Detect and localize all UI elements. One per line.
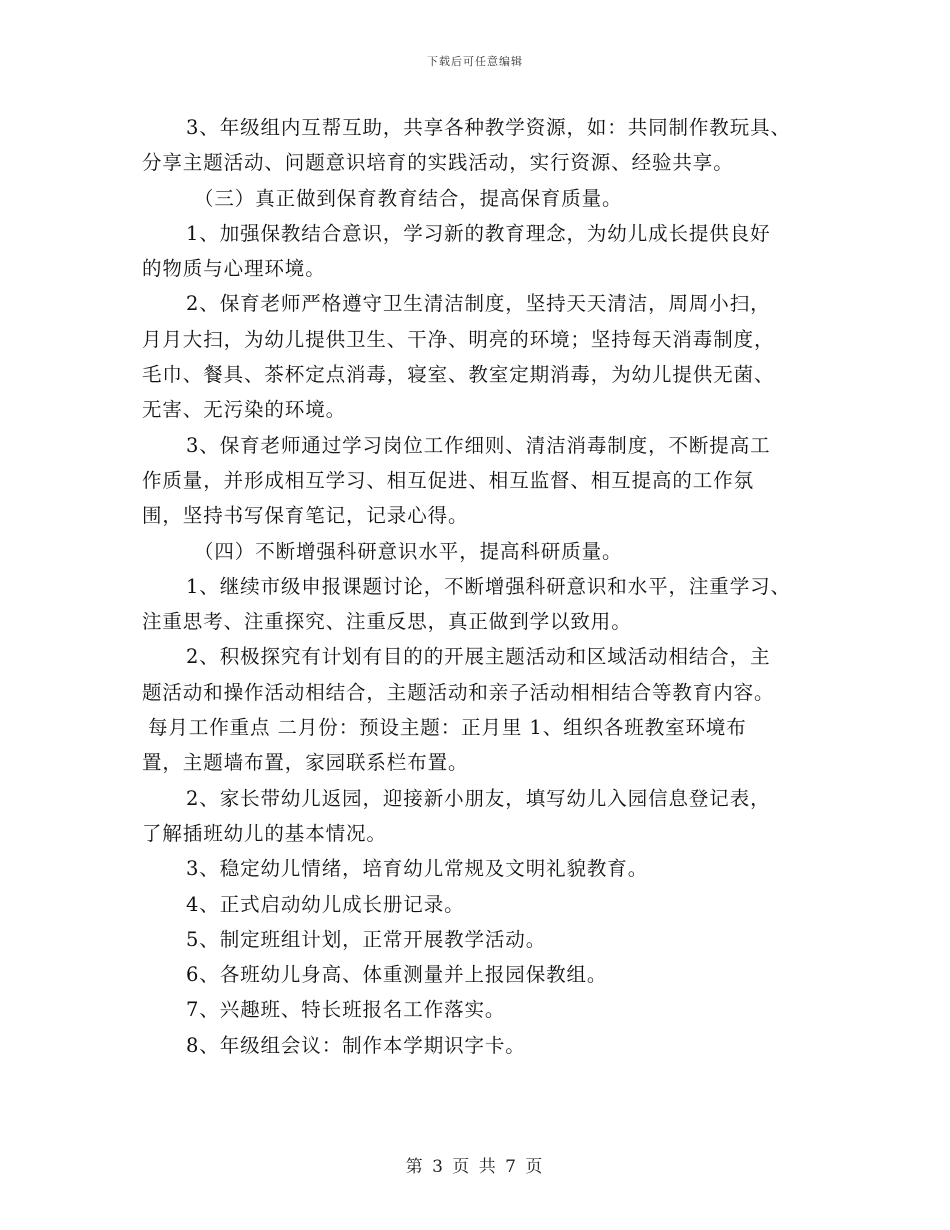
text-line: 3、稳定幼儿情绪，培育幼儿常规及文明礼貌教育。 [186, 857, 649, 881]
text-line: 毛巾、餐具、茶杯定点消毒，寝室、教室定期消毒，为幼儿提供无菌、 [142, 363, 775, 387]
page-header-note: 下载后可任意编辑 [427, 55, 523, 68]
text-line: 围，坚持书写保育笔记，记录心得。 [142, 504, 469, 528]
text-line: 6、各班幼儿身高、体重测量并上报园保教组。 [186, 963, 608, 987]
text-line: 1、继续市级申报课题讨论，不断增强科研意识和水平，注重学习、 [186, 574, 791, 598]
text-line: 7、兴趣班、特长班报名工作落实。 [186, 998, 506, 1022]
document-body [142, 110, 812, 1063]
text-line: 4、正式启动幼儿成长册记录。 [186, 892, 465, 916]
section-heading: （四）不断增强科研意识水平，提高科研质量。 [194, 539, 623, 563]
text-line: 置，主题墙布置，家园联系栏布置。 [142, 751, 469, 775]
text-line: 的物质与心理环境。 [142, 257, 326, 281]
text-line: 3、年级组内互帮互助，共享各种教学资源，如：共同制作教玩具、 [186, 116, 791, 139]
text-line: 了解插班幼儿的基本情况。 [142, 821, 387, 845]
page-number: 第 3 页 共 7 页 [405, 1157, 545, 1177]
text-line: 每月工作重点 二月份：预设主题：正月里 1、组织各班教室环境布 [148, 716, 747, 740]
text-line: 2、家长带幼儿返园，迎接新小朋友，填写幼儿入园信息登记表， [186, 786, 771, 810]
text-line: 分享主题活动、问题意识培育的实践活动，实行资源、经验共享。 [142, 151, 734, 175]
text-line: 2、保育老师严格遵守卫生清洁制度，坚持天天清洁，周周小扫， [186, 292, 771, 316]
text-line: 无害、无污染的环境。 [142, 398, 347, 422]
text-line: 1、加强保教结合意识，学习新的教育理念，为幼儿成长提供良好 [186, 221, 771, 245]
text-line: 5、制定班组计划，正常开展教学活动。 [186, 927, 547, 951]
text-line: 月月大扫，为幼儿提供卫生、干净、明亮的环境；坚持每天消毒制度， [142, 327, 775, 351]
text-line: 8、年级组会议：制作本学期识字卡。 [186, 1033, 526, 1057]
text-line: 3、保育老师通过学习岗位工作细则、清洁消毒制度，不断提高工 [186, 433, 771, 457]
text-line: 2、积极探究有计划有目的的开展主题活动和区域活动相结合，主 [186, 645, 771, 669]
text-line: 题活动和操作活动相结合，主题活动和亲子活动相相结合等教育内容。 [142, 680, 775, 704]
section-heading: （三）真正做到保育教育结合，提高保育质量。 [194, 186, 623, 210]
text-line: 注重思考、注重探究、注重反思，真正做到学以致用。 [142, 610, 632, 634]
text-line: 作质量，并形成相互学习、相互促进、相互监督、相互提高的工作氛 [142, 468, 755, 492]
